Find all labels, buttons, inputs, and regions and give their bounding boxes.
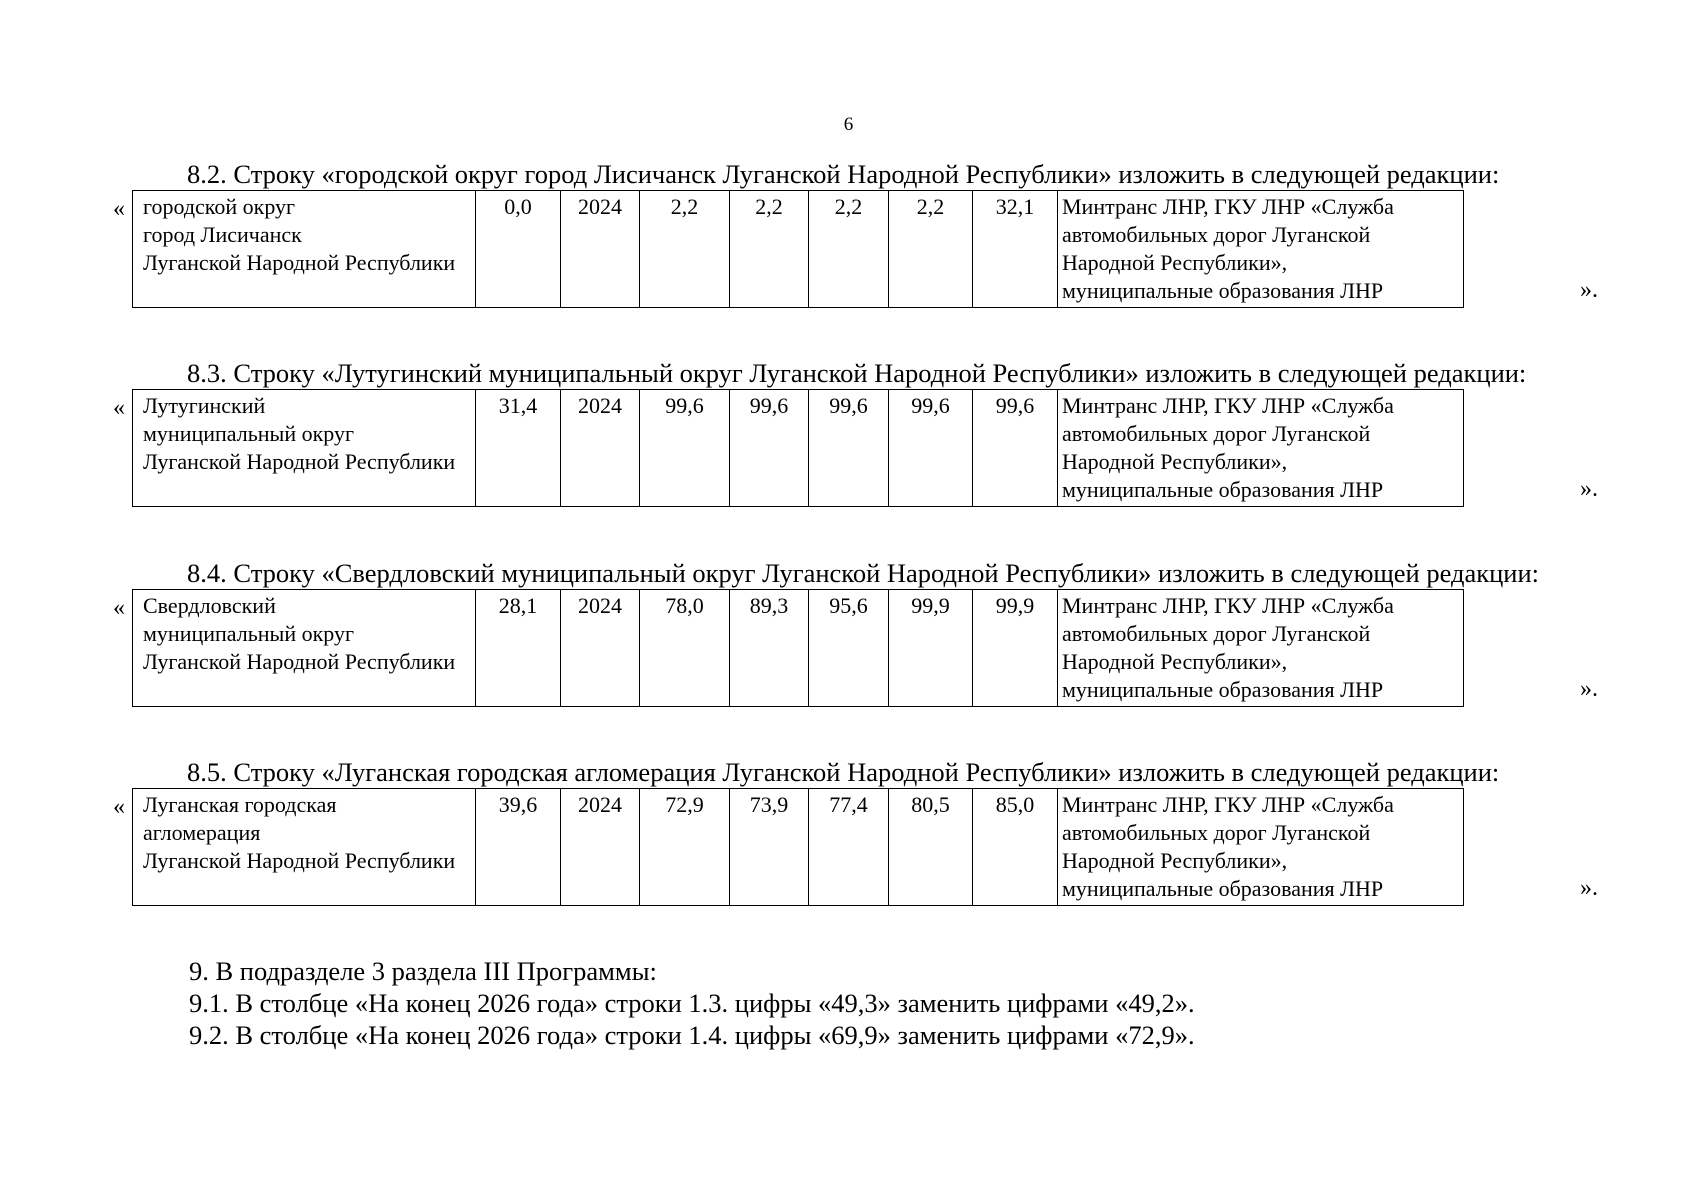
responsible-line: автомобильных дорог Луганской (1062, 421, 1371, 446)
table-row-wrapper (113, 788, 1598, 901)
responsible-line: Народной Республики», (1062, 250, 1288, 275)
table-row (132, 389, 1464, 507)
name-line: Луганской Народной Республики (143, 250, 456, 275)
value-cell: 95,6 (809, 590, 889, 707)
name-line: городской округ (143, 194, 296, 219)
responsible-cell (1058, 789, 1464, 906)
open-quote: « (113, 395, 125, 421)
responsible-line: автомобильных дорог Луганской (1062, 820, 1371, 845)
name-line: агломерация (143, 820, 261, 845)
table-row (132, 589, 1464, 707)
municipality-name-cell (133, 590, 476, 707)
responsible-line: автомобильных дорог Луганской (1062, 222, 1371, 247)
section-paragraph: 8.5. Строку «Луганская городская агломерация Луганской Народной Республики» изложить в следующей редакции: (187, 757, 1500, 787)
close-quote: ». (1580, 277, 1598, 303)
section-paragraph: 8.4. Строку «Свердловский муниципальный округ Луганской Народной Республики» изложить в следующей редакции: (187, 558, 1540, 588)
name-line: Лутугинский (143, 393, 266, 418)
responsible-line: муниципальные образования ЛНР (1062, 876, 1384, 901)
value-cell: 2,2 (889, 191, 973, 308)
responsible-line: Минтранс ЛНР, ГКУ ЛНР «Служба (1062, 393, 1394, 418)
table-row (132, 190, 1464, 308)
value-cell: 99,6 (730, 390, 809, 507)
responsible-line: муниципальные образования ЛНР (1062, 477, 1384, 502)
value-cell: 99,9 (889, 590, 973, 707)
name-line: муниципальный округ (143, 421, 355, 446)
value-cell: 73,9 (730, 789, 809, 906)
value-cell: 99,9 (973, 590, 1058, 707)
value-cell: 80,5 (889, 789, 973, 906)
name-line: Луганская городская (143, 792, 337, 817)
table-row (132, 788, 1464, 906)
value-cell: 39,6 (476, 789, 561, 906)
responsible-line: Минтранс ЛНР, ГКУ ЛНР «Служба (1062, 194, 1394, 219)
close-quote: ». (1580, 875, 1598, 901)
municipality-name-cell (133, 191, 476, 308)
section-8-5 (113, 756, 1598, 901)
value-cell: 78,0 (640, 590, 730, 707)
close-quote: ». (1580, 676, 1598, 702)
responsible-line: автомобильных дорог Луганской (1062, 621, 1371, 646)
open-quote: « (113, 196, 125, 222)
year-cell: 2024 (561, 390, 640, 507)
value-cell: 31,4 (476, 390, 561, 507)
section-8-4 (113, 557, 1598, 702)
value-cell: 99,6 (973, 390, 1058, 507)
value-cell: 2,2 (809, 191, 889, 308)
table-row-wrapper (113, 389, 1598, 502)
table-row-wrapper (113, 190, 1598, 303)
name-line: Луганской Народной Республики (143, 649, 456, 674)
name-line: город Лисичанск (143, 222, 302, 247)
responsible-cell (1058, 590, 1464, 707)
page-number: 6 (843, 114, 854, 135)
year-cell: 2024 (561, 789, 640, 906)
municipality-name-cell (133, 390, 476, 507)
year-cell: 2024 (561, 191, 640, 308)
municipality-name-cell (133, 789, 476, 906)
value-cell: 28,1 (476, 590, 561, 707)
item-9-2: 9.2. В столбце «На конец 2026 года» строки 1.4. цифры «69,9» заменить цифрами «72,9». (189, 1020, 1195, 1050)
value-cell: 72,9 (640, 789, 730, 906)
value-cell: 89,3 (730, 590, 809, 707)
responsible-cell (1058, 390, 1464, 507)
name-line: муниципальный округ (143, 621, 355, 646)
value-cell: 2,2 (730, 191, 809, 308)
item-9-heading: 9. В подразделе 3 раздела III Программы: (189, 956, 657, 986)
responsible-line: Минтранс ЛНР, ГКУ ЛНР «Служба (1062, 593, 1394, 618)
item-9-1: 9.1. В столбце «На конец 2026 года» строки 1.3. цифры «49,3» заменить цифрами «49,2». (189, 988, 1195, 1018)
responsible-line: муниципальные образования ЛНР (1062, 278, 1384, 303)
value-cell: 99,6 (889, 390, 973, 507)
year-cell: 2024 (561, 590, 640, 707)
section-8-2 (113, 158, 1598, 303)
name-line: Луганской Народной Республики (143, 848, 456, 873)
name-line: Луганской Народной Республики (143, 449, 456, 474)
responsible-line: Народной Республики», (1062, 649, 1288, 674)
open-quote: « (113, 794, 125, 820)
close-quote: ». (1580, 476, 1598, 502)
responsible-line: Народной Республики», (1062, 449, 1288, 474)
table-row-wrapper (113, 589, 1598, 702)
value-cell: 99,6 (809, 390, 889, 507)
section-paragraph: 8.2. Строку «городской округ город Лисичанск Луганской Народной Республики» изложить в следующей редакции: (187, 159, 1500, 189)
value-cell: 77,4 (809, 789, 889, 906)
name-line: Свердловский (143, 593, 276, 618)
value-cell: 0,0 (476, 191, 561, 308)
section-paragraph: 8.3. Строку «Лутугинский муниципальный округ Луганской Народной Республики» изложить в следующей редакции: (187, 358, 1527, 388)
value-cell: 99,6 (640, 390, 730, 507)
value-cell: 85,0 (973, 789, 1058, 906)
responsible-line: Народной Республики», (1062, 848, 1288, 873)
value-cell: 32,1 (973, 191, 1058, 308)
responsible-line: Минтранс ЛНР, ГКУ ЛНР «Служба (1062, 792, 1394, 817)
open-quote: « (113, 595, 125, 621)
responsible-line: муниципальные образования ЛНР (1062, 677, 1384, 702)
responsible-cell (1058, 191, 1464, 308)
section-8-3 (113, 357, 1598, 502)
value-cell: 2,2 (640, 191, 730, 308)
